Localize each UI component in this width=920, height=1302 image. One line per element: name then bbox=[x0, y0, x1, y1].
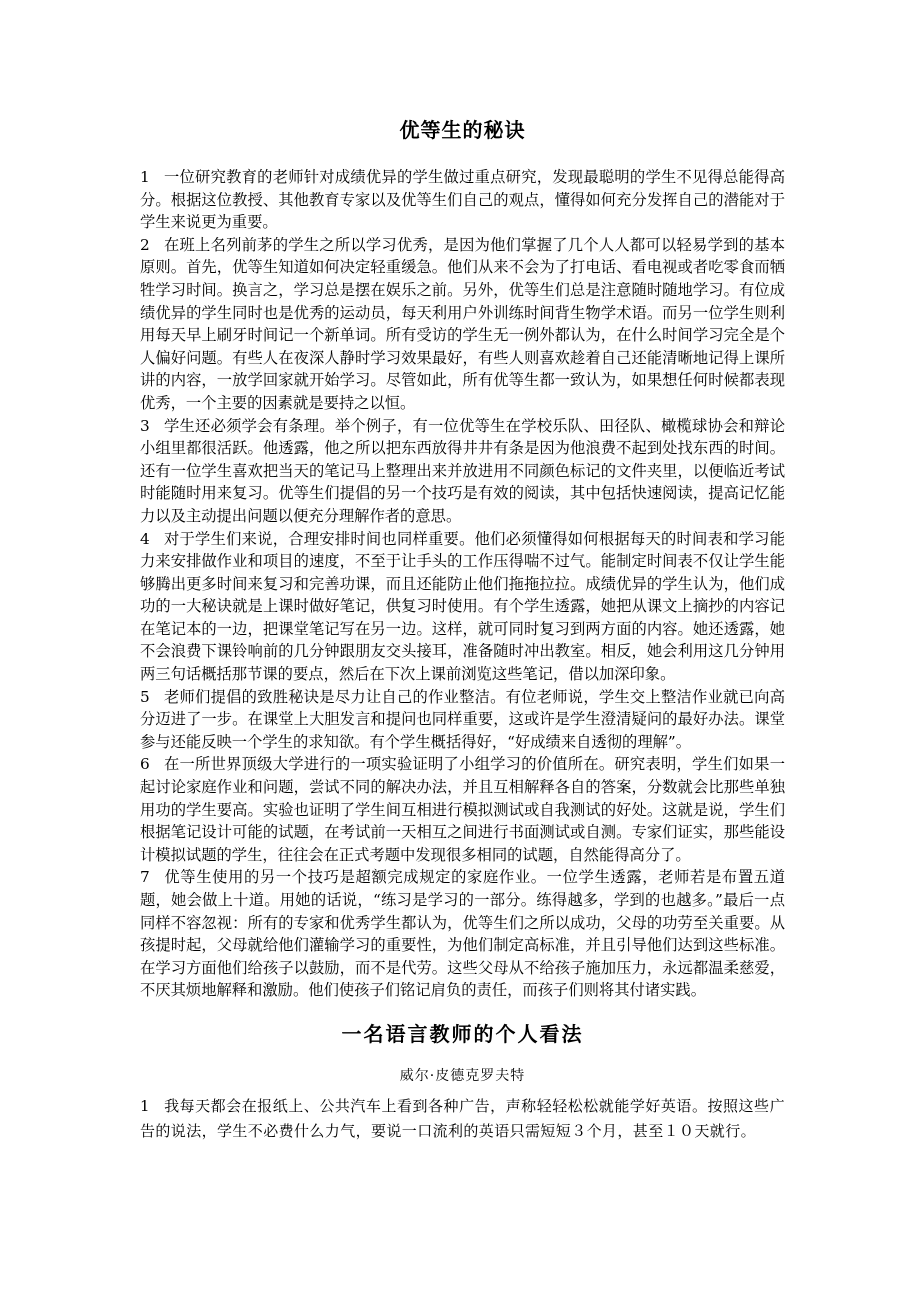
paragraph-number: 7 bbox=[140, 868, 150, 887]
paragraph bbox=[140, 528, 785, 686]
article-body-2 bbox=[140, 1094, 785, 1144]
document-page bbox=[140, 0, 785, 1144]
paragraph bbox=[140, 1094, 785, 1144]
paragraph-text: 老师们提倡的致胜秘诀是尽力让自己的作业整洁。有位老师说，学生交上整洁作业就已向高分迈进了一步。在课堂上大胆发言和提问也同样重要，这或许是学生澄清疑问的最好办法。课堂参与还能反映一个学生的求知欲。有个学生概括得好，“好成绩来自透彻的理解”。 bbox=[140, 687, 785, 751]
paragraph bbox=[140, 415, 785, 528]
paragraph-number: 3 bbox=[140, 416, 150, 435]
paragraph bbox=[140, 686, 785, 754]
paragraph-number: 4 bbox=[140, 529, 150, 548]
article-body bbox=[140, 166, 785, 1002]
paragraph-text: 在班上名列前茅的学生之所以学习优秀，是因为他们掌握了几个人人都可以轻易学到的基本原则。首先，优等生知道如何决定轻重缓急。他们从来不会为了打电话、看电视或者吃零食而牺牲学习时间。换言之，学习总是摆在娱乐之前。另外，优等生们总是注意随时随地学习。有位成绩优异的学生同时也是优秀的运动员，每天利用户外训练时间背生物学术语。而另一位学生则利用每天早上刷牙时间记一个新单词。所有受访的学生无一例外都认为，在什么时间学习完全是个人偏好问题。有些人在夜深人静时学习效果最好，有些人则喜欢趁着自己还能清晰地记得上课所讲的内容，一放学回家就开始学习。尽管如此，所有优等生都一致认为，如果想任何时候都表现优秀，一个主要的因素就是要持之以恒。 bbox=[140, 235, 785, 412]
paragraph-text: 对于学生们来说，合理安排时间也同样重要。他们必须懂得如何根据每天的时间表和学习能力来安排做作业和项目的速度，不至于让手头的工作压得喘不过气。能制定时间表不仅让学生能够腾出更多时间来复习和完善功课，而且还能防止他们拖拖拉拉。成绩优异的学生认为，他们成功的一大秘诀就是上课时做好笔记，供复习时使用。有个学生透露，她把从课文上摘抄的内容记在笔记本的一边，把课堂笔记写在另一边。这样，就可同时复习到两方面的内容。她还透露，她不会浪费下课铃响前的几分钟跟朋友交头接耳，准备随时冲出教室。相反，她会利用这几分钟用两三句话概括那节课的要点，然后在下次上课前浏览这些笔记，借以加深印象。 bbox=[140, 529, 785, 684]
paragraph bbox=[140, 753, 785, 866]
author-name: 威尔·皮德克罗夫特 bbox=[399, 1067, 526, 1084]
article-title: 优等生的秘诀 bbox=[399, 118, 526, 142]
paragraph bbox=[140, 866, 785, 1002]
paragraph-text: 我每天都会在报纸上、公共汽车上看到各种广告，声称轻轻松松就能学好英语。按照这些广告的说法，学生不必费什么力气，要说一口流利的英语只需短短３个月，甚至１０天就行。 bbox=[140, 1096, 785, 1140]
paragraph-text: 在一所世界顶级大学进行的一项实验证明了小组学习的价值所在。研究表明，学生们如果一起讨论家庭作业和问题，尝试不同的解决办法，并且互相解释各自的答案，分数就会比那些单独用功的学生要高。实验也证明了学生间互相进行模拟测试或自我测试的好处。这就是说，学生们根据笔记设计可能的试题，在考试前一天相互之间进行书面测试或自测。专家们证实，那些能设计模拟试题的学生，往往会在正式考题中发现很多相同的试题，自然能得高分了。 bbox=[140, 755, 785, 864]
paragraph-number: 6 bbox=[140, 755, 150, 774]
paragraph-number: 5 bbox=[140, 687, 150, 706]
paragraph-number: 1 bbox=[140, 1096, 150, 1115]
section-title: 一名语言教师的个人看法 bbox=[341, 1021, 584, 1046]
paragraph-text: 学生还必须学会有条理。举个例子，有一位优等生在学校乐队、田径队、橄榄球协会和辩论小组里都很活跃。他透露，他之所以把东西放得井井有条是因为他浪费不起到处找东西的时间。还有一位学生喜欢把当天的笔记马上整理出来并放进用不同颜色标记的文件夹里，以便临近考试时能随时用来复习。优等生们提倡的另一个技巧是有效的阅读，其中包括快速阅读，提高记忆能力以及主动提出问题以便充分理解作者的意思。 bbox=[140, 416, 785, 525]
paragraph-number: 1 bbox=[140, 168, 150, 186]
paragraph-text: 优等生使用的另一个技巧是超额完成规定的家庭作业。一位学生透露，老师若是布置五道题，她会做上十道。用她的话说，“练习是学习的一部分。练得越多，学到的也越多。”最后一点同样不容忽视：所有的专家和优秀学生都认为，优等生们之所以成功，父母的功劳至关重要。从孩提时起，父母就给他们灌输学习的重要性，为他们制定高标准，并且引导他们达到这些标准。在学习方面他们给孩子以鼓励，而不是代劳。这些父母从不给孩子施加压力，永远都温柔慈爱，不厌其烦地解释和激励。他们使孩子们铭记肩负的责任，而孩子们则将其付诸实践。 bbox=[140, 868, 785, 1000]
paragraph-number: 2 bbox=[140, 235, 150, 254]
paragraph bbox=[140, 234, 785, 415]
paragraph-text: 一位研究教育的老师针对成绩优异的学生做过重点研究，发现最聪明的学生不见得总能得高分。根据这位教授、其他教育专家以及优等生们自己的观点，懂得如何充分发挥自己的潜能对于学生来说更为重要。 bbox=[140, 168, 785, 232]
paragraph bbox=[140, 166, 785, 234]
